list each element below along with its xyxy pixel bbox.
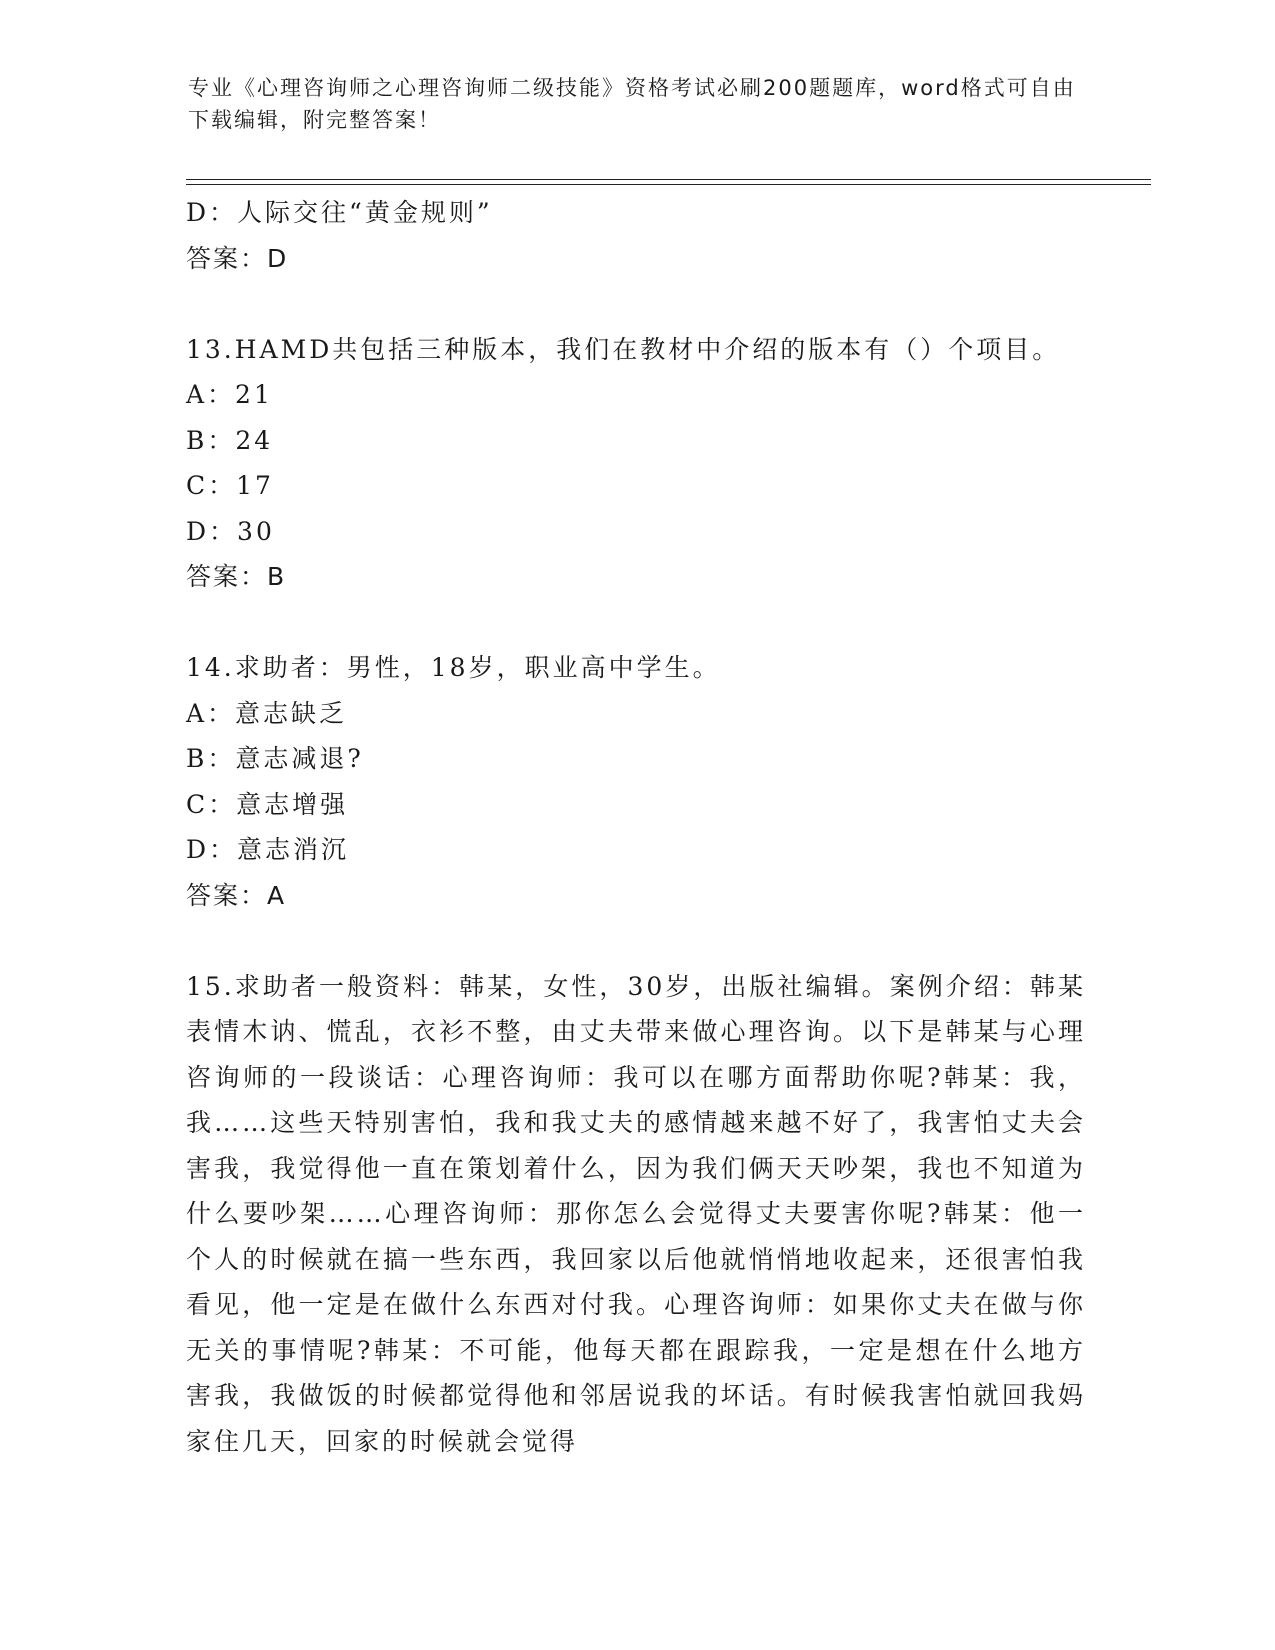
q14-question: 14.求助者：男性，18岁，职业高中学生。 [186, 653, 721, 682]
q12-answer: 答案：D [186, 243, 289, 273]
q13-option-d: D：30 [186, 516, 275, 546]
q13-option-c: C：17 [186, 471, 274, 500]
header-rule-top [186, 179, 1151, 180]
q13-option-a: A：21 [186, 380, 273, 409]
q13-answer: 答案：B [186, 562, 287, 591]
spacer [186, 918, 1086, 964]
q13-question: 13.HAMD共包括三种版本，我们在教材中介绍的版本有（）个项目。 [186, 334, 1061, 364]
q14-option-c: C：意志增强 [186, 789, 349, 819]
q13-option-b: B：24 [186, 425, 274, 455]
header-rule-bottom [186, 184, 1151, 185]
q12-option-d: D：人际交往“黄金规则” [186, 198, 493, 227]
q14-option-a: A：意志缺乏 [186, 698, 348, 728]
spacer [186, 281, 1086, 327]
q14-answer: 答案：A [186, 880, 287, 910]
q14-option-d: D：意志消沉 [186, 835, 350, 864]
spacer [186, 600, 1086, 646]
q14-option-b: B：意志减退? [186, 744, 364, 773]
q15-question: 15.求助者一般资料：韩某，女性，30岁，出版社编辑。案例介绍：韩某表情木讷、慌乱，衣衫不整，由丈夫带来做心理咨询。以下是韩某与心理咨询师的一段谈话：心理咨询师：我可以在哪方面帮助你呢?韩某：我，我……这些天特别害怕，我和我丈夫的感情越来越不好了，我害怕丈夫会害我，我觉得他一直在策划着什么，因为我们俩天天吵架，我也不知道为什么要吵架……心理咨询师：那你怎么会觉得丈夫要害你呢?韩某：他一个人的时候就在搞一些东西，我回家以后他就悄悄地收起来，还很害怕我看见，他一定是在做什么东西对付我。心理咨询师：如果你丈夫在做与你无关的事情呢?韩某：不可能，他每天都在跟踪我，一定是想在什么地方害我，我做饭的时候都觉得他和邻居说我的坏话。有时候我害怕就回我妈家住几天，回家的时候就会觉得 [186, 971, 1086, 1456]
document-body [186, 190, 1086, 1464]
document-header: 专业《心理咨询师之心理咨询师二级技能》资格考试必刷200题题库，word格式可自由下载编辑，附完整答案！ [188, 76, 1076, 132]
